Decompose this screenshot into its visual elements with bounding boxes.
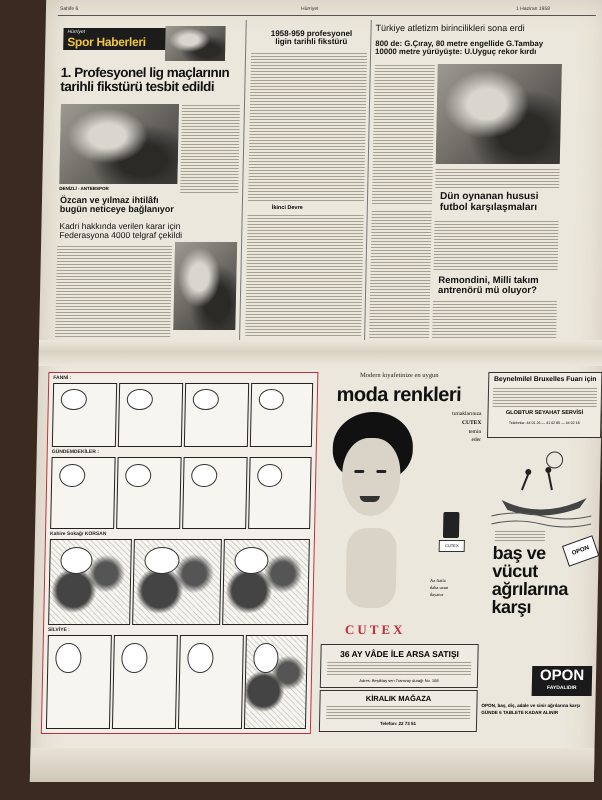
- athletics-photo: [436, 64, 562, 164]
- friendly-headline: [440, 192, 580, 213]
- strip4-panel2: [112, 635, 178, 729]
- strip3-panel2: [132, 539, 222, 625]
- section-title: Spor Haberleri: [67, 35, 146, 49]
- sub-headline-2-line1: Kadri hakkında verilen karar için: [59, 221, 181, 231]
- newspaper-page: [30, 0, 602, 782]
- cutex-bottle-icon: [443, 512, 460, 538]
- opon-ad: [481, 440, 599, 740]
- cutex-subtext: [421, 410, 482, 445]
- opon-pack-icon: OPON: [562, 535, 599, 567]
- article-text-1: [180, 104, 240, 194]
- section-brand: Hürriyet: [67, 29, 86, 35]
- cutex-tagline: Modern kıyafetinize en uygun: [359, 372, 439, 379]
- opon-brand-box: [532, 666, 593, 696]
- comics-section: [41, 372, 319, 734]
- sub-headline-1-line1: Özcan ve yılmaz ihtilâfı: [59, 195, 159, 205]
- cutex-feature1: Az fiatla: [429, 578, 446, 583]
- football-photo-caption: DENİZLİ - ANTEBSPOR: [59, 186, 109, 191]
- friendly-headline-line2: futbol karşılaşmaları: [439, 201, 538, 213]
- issue-date: 1 Haziran 1958: [515, 6, 550, 12]
- sub-headline-1-line2: bugün neticeye bağlanıyor: [59, 204, 174, 215]
- coach-text: [432, 300, 557, 338]
- strip3-panel3: [222, 539, 310, 625]
- opon-headline-4: karşı: [491, 597, 532, 617]
- boating-photo: [173, 242, 237, 330]
- fair-headline: Beynelmilel Bruxelles Fuarı için: [493, 376, 597, 383]
- coach-headline-line2: antrenörü mü oluyor?: [437, 284, 537, 296]
- opon-footer-1: OPON, baş, diş, adale ve sinir ağrılarına karşı: [481, 703, 581, 708]
- opon-footer: [481, 702, 591, 717]
- paper-fold: [39, 340, 602, 366]
- opon-headline-1: baş ve: [492, 543, 546, 563]
- strip3-label: Kahire Sokağı KORSAN: [49, 531, 107, 537]
- friendly-headline-line1: Dün oynanan hususi: [439, 191, 539, 202]
- strip2-panel1: [50, 457, 116, 529]
- strip4-panel4: [244, 635, 308, 729]
- cutex-feature2: daha uzun: [429, 584, 449, 590]
- cutex-bottle-label: CUTEX: [439, 540, 465, 552]
- rental-text: [326, 705, 470, 719]
- cutex-sub3: temin: [468, 428, 482, 435]
- sub-headline-2: [59, 222, 249, 240]
- coach-headline-line1: Remondini, Milli takım: [438, 275, 539, 286]
- fair-ad: [487, 372, 602, 438]
- fair-text: [493, 387, 597, 407]
- fixture-title-line1: 1958-959 profesyonel: [270, 29, 353, 38]
- installment-headline: 36 AY VÂDE İLE ARSA SATIŞI: [339, 649, 460, 659]
- paper-bottom-edge: [30, 748, 595, 782]
- cutex-brand: CUTEX: [344, 622, 406, 637]
- main-headline-line1: 1. Profesyonel lig maçlarının: [60, 65, 230, 80]
- opon-brand: OPON: [539, 667, 585, 684]
- coach-headline: [438, 276, 578, 296]
- strip1-panel2: [118, 383, 183, 447]
- athletics-headline: Türkiye atletizm birincilikleri sona erdi: [375, 23, 525, 33]
- installment-text: [327, 661, 471, 675]
- fair-phones: Telefonlar: 44 01 26 — 41 02 85 — 44 02 18: [508, 421, 580, 425]
- strip3-panel1: [48, 539, 132, 625]
- opon-headline-2: vücut: [492, 561, 538, 581]
- fixture-title: [251, 30, 371, 47]
- football-photo: [59, 104, 179, 184]
- strip4-panel3: [178, 635, 244, 729]
- athletics-text: [372, 64, 435, 204]
- athletics-photo-caption-text: [435, 168, 559, 190]
- fixture-title-line2: ligin tarihli fikstürü: [275, 37, 348, 47]
- installment-ad: [320, 644, 479, 688]
- opon-footer-2: GÜNDE 6 TABLETE KADAR ALINIR: [481, 710, 559, 716]
- strip1-panel1: [52, 383, 117, 447]
- strip4-label: SİLVİYE :: [47, 627, 70, 633]
- cutex-model-illustration: [319, 408, 423, 618]
- strip1-label: FANNİ :: [53, 375, 72, 381]
- article-text-2: [55, 245, 172, 337]
- cutex-feature3: dayanır: [429, 591, 444, 597]
- paper-name: Hürriyet: [300, 6, 319, 12]
- masthead-rule: [58, 15, 596, 16]
- opon-headline-3: ağrılarına: [491, 579, 569, 599]
- rental-headline: KİRALIK MAĞAZA: [365, 694, 432, 703]
- athletics-sub-line2: 10000 metre yürüyüşte: U.Uyguç rekor kırdı: [375, 47, 537, 57]
- strip2-panel4: [248, 457, 312, 529]
- cutex-sub4: eder: [471, 437, 482, 444]
- cutex-sub1: tırnaklarınıza: [452, 411, 482, 417]
- opon-brand-sub: FAYDALIDIR: [546, 685, 577, 691]
- strip2-panel2: [116, 457, 182, 529]
- athletics-subheadline: [375, 40, 600, 56]
- cutex-headline: moda renkleri: [336, 384, 462, 406]
- main-headline-line2: tarihli fikstürü tesbit edildi: [60, 79, 215, 95]
- strip1-panel3: [184, 383, 249, 447]
- rental-phone: Telefon: 22 73 51: [380, 721, 417, 726]
- strip2-label: GÜNDEMDEKİLER :: [51, 449, 100, 455]
- rental-ad: [319, 690, 478, 732]
- strip1-panel4: [250, 383, 313, 447]
- opon-intro-text: [495, 530, 545, 542]
- installment-address: Adres: Beşiktaş sen Tramvay durağı No. 168: [359, 678, 439, 683]
- main-headline: [60, 66, 271, 94]
- athletics-sub-line1: 800 de: G.Çıray, 80 metre engellide G.Tambay: [375, 39, 544, 48]
- cutex-features: [430, 578, 476, 598]
- fixture-list-first-half: [248, 52, 367, 202]
- cutex-sub2: CUTEX: [462, 419, 482, 426]
- strip4-panel1: [46, 635, 112, 729]
- sub-headline-1: [60, 196, 240, 215]
- friendly-text: [433, 220, 558, 272]
- header-photo: [165, 26, 226, 61]
- results-text: [369, 210, 432, 338]
- opon-rowboat-illustration: [491, 450, 593, 530]
- fair-agency: GLOBTUR SEYAHAT SERVİSİ: [505, 410, 584, 416]
- fixture-second-half-label: İkinci Devre: [271, 205, 303, 211]
- page-number: Sahife 6: [59, 6, 79, 12]
- strip2-panel3: [182, 457, 248, 529]
- fixture-list-second-half: [245, 214, 364, 338]
- sub-headline-2-line2: Federasyona 4000 telgraf çekildi: [59, 229, 183, 240]
